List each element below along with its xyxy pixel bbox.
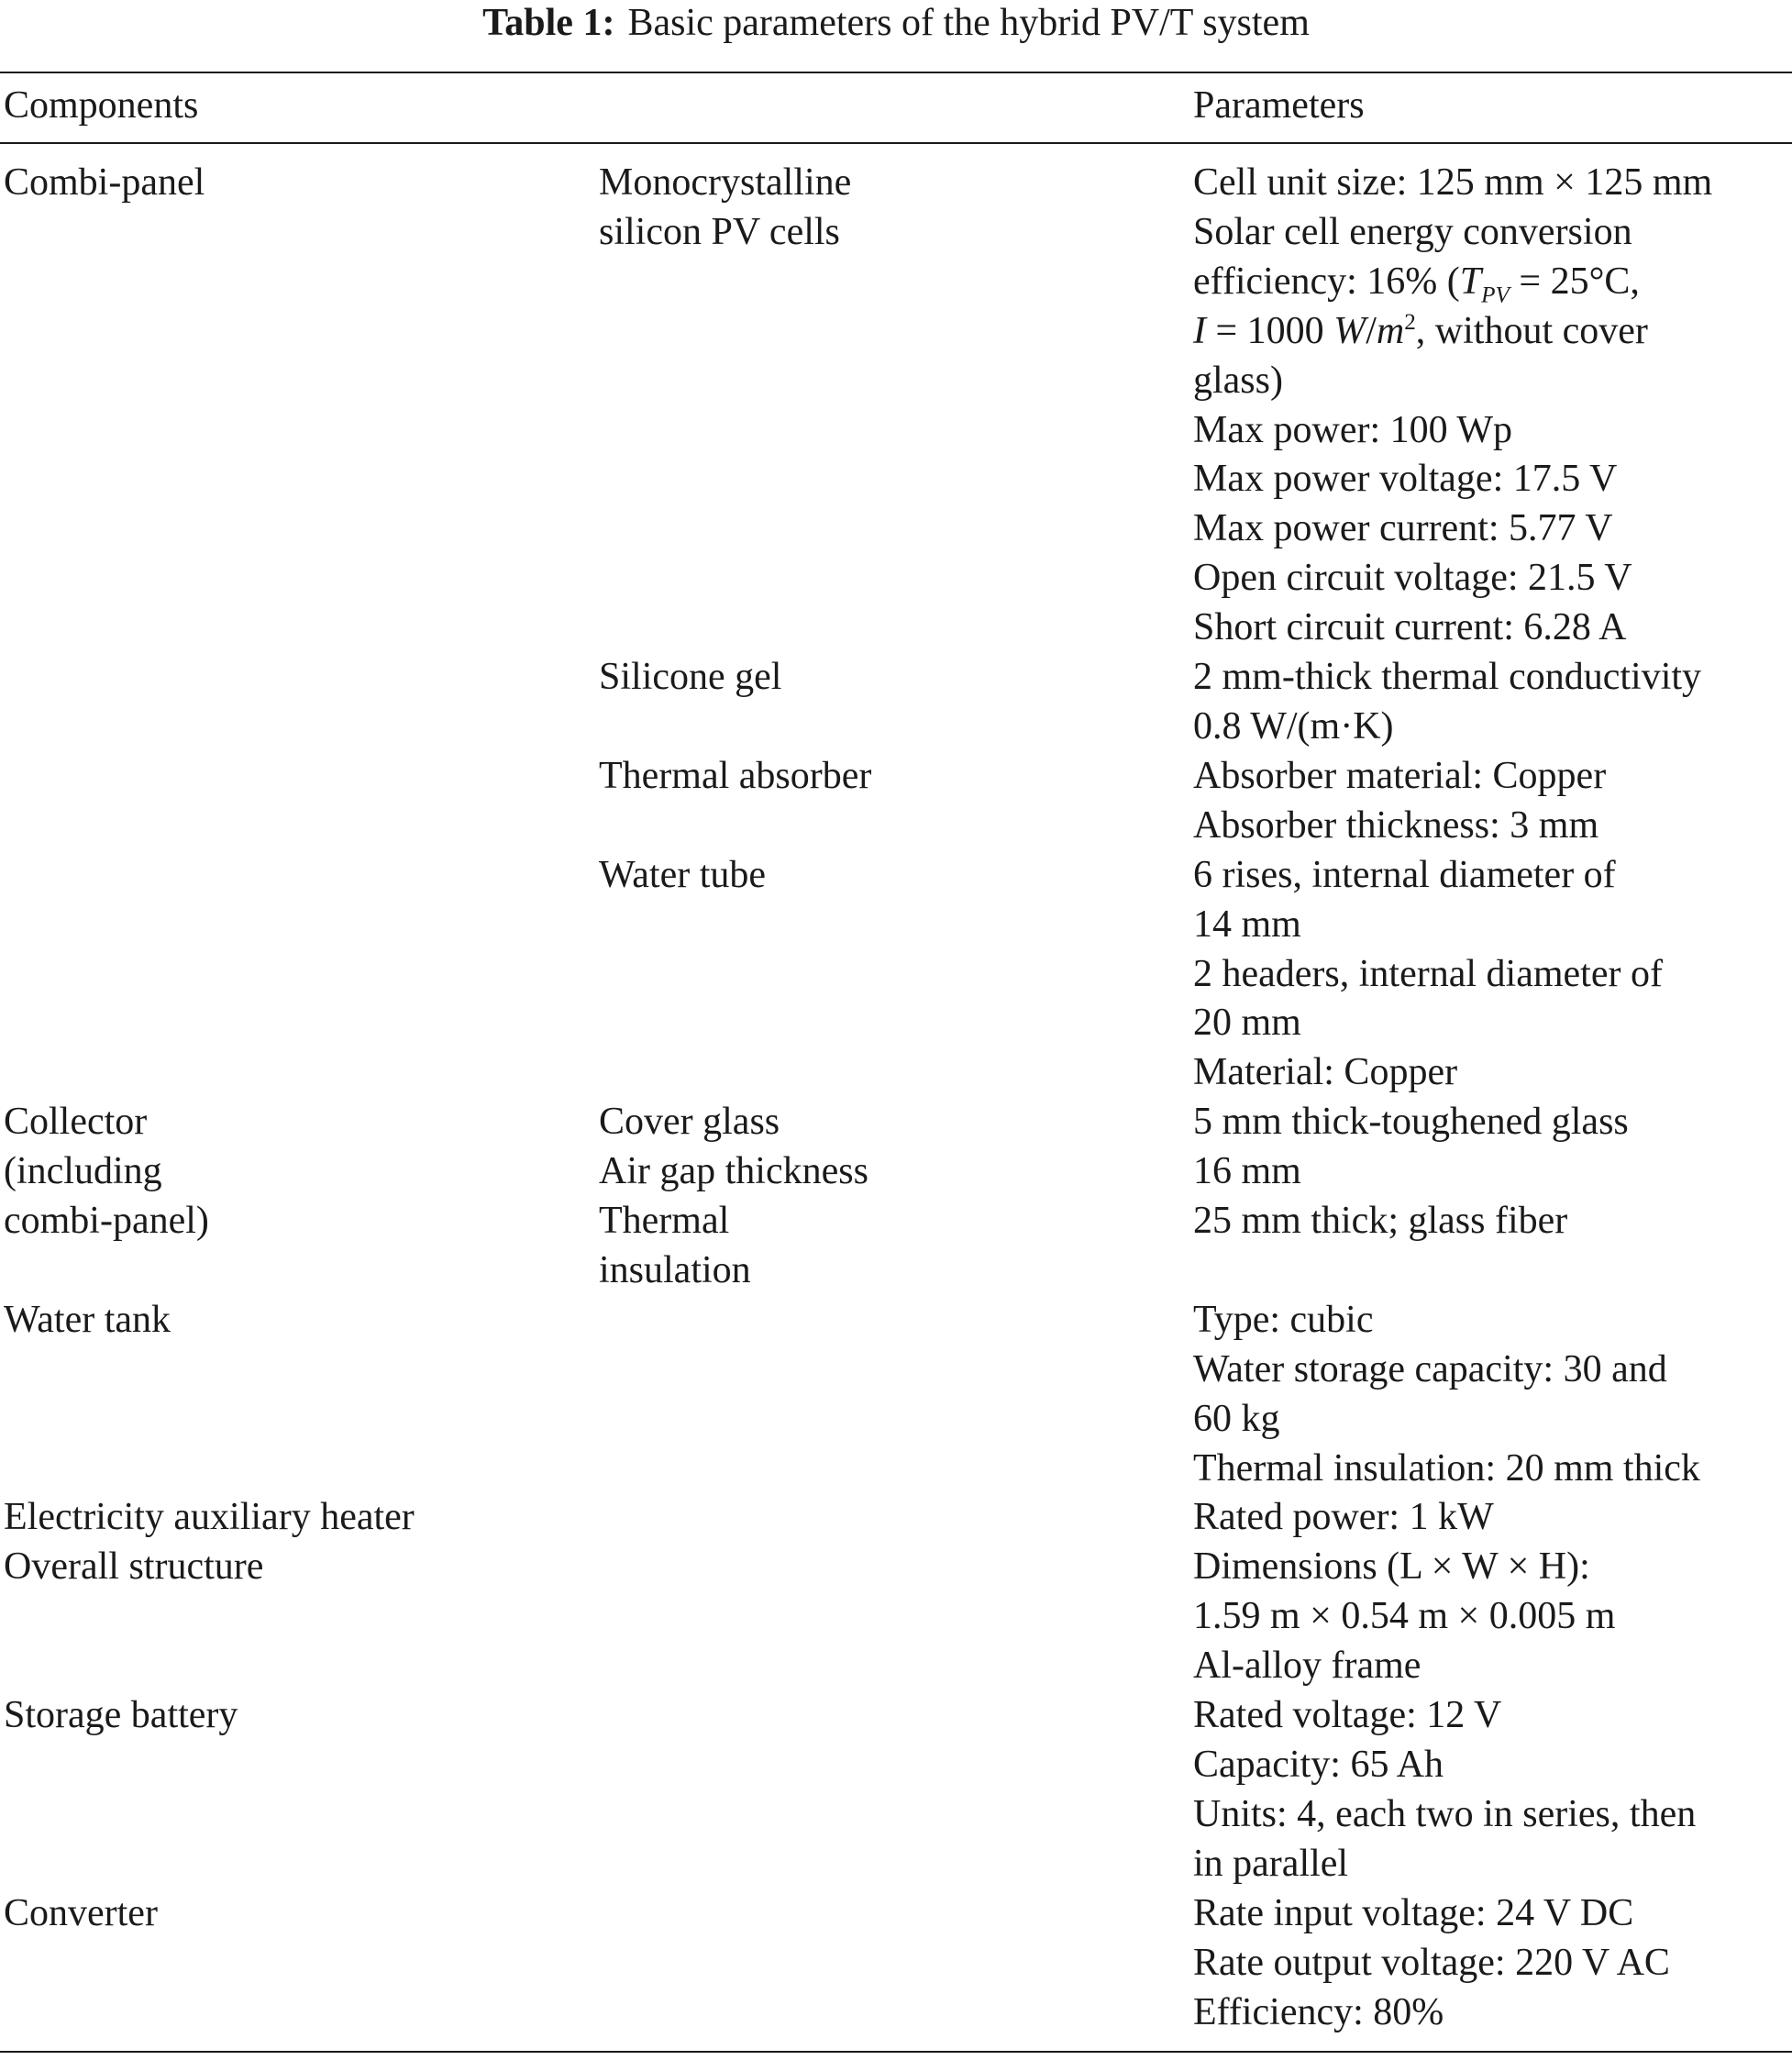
formula-part: PV (1481, 282, 1510, 308)
component-cell (0, 1296, 599, 1494)
component-cell (0, 1889, 599, 2038)
subcomponent-line: Air gap thickness (599, 1150, 868, 1193)
parameters-line: 2 headers, internal diameter of (1193, 952, 1663, 995)
formula-part: / (1366, 309, 1377, 352)
subcomponent-line: Monocrystalline (599, 161, 852, 204)
parameters-cell (1193, 752, 1792, 851)
component-cell (0, 653, 599, 752)
component-line: combi-panel) (4, 1200, 209, 1243)
parameters-line: 60 kg (1193, 1397, 1280, 1440)
formula-part: I (1193, 309, 1206, 352)
subcomponent-line: Water tube (599, 853, 767, 896)
component-line: Converter (4, 1891, 158, 1934)
formula-part: = 25°C, (1509, 260, 1640, 303)
table-row (0, 851, 1792, 1099)
table-row (0, 653, 1792, 752)
parameters-line: 5 mm thick-toughened glass (1193, 1101, 1629, 1144)
formula-part: , without cover (1415, 309, 1648, 352)
parameters-line: Material: Copper (1193, 1051, 1458, 1094)
parameters-line: 16 mm (1193, 1150, 1301, 1193)
subcomponent-line: Thermal absorber (599, 754, 872, 797)
component-line: Electricity auxiliary heater (4, 1496, 415, 1539)
component-cell (0, 1098, 599, 1296)
formula-part: T (1459, 260, 1482, 303)
parameters-cell (1193, 1296, 1792, 1494)
component-line: Water tank (4, 1298, 171, 1341)
component-cell (0, 1493, 599, 1543)
component-line: Overall structure (4, 1545, 264, 1589)
component-cell (0, 752, 599, 851)
caption-label: Table 1: (482, 2, 615, 44)
subcomponent-cell (599, 1296, 1193, 1494)
table-row (0, 1543, 1792, 1691)
parameters-line: Capacity: 65 Ah (1193, 1744, 1444, 1786)
table-row (0, 752, 1792, 851)
parameters-line: Cell unit size: 125 mm × 125 mm (1193, 161, 1713, 204)
parameters-line: Water storage capacity: 30 and (1193, 1347, 1667, 1390)
component-line: Combi-panel (4, 161, 205, 204)
parameters-cell (1193, 1098, 1792, 1296)
parameters-line: 6 rises, internal diameter of (1193, 853, 1616, 896)
formula-part: W (1333, 309, 1366, 352)
subcomponent-cell (599, 1889, 1193, 2038)
parameters-cell (1193, 1691, 1792, 1889)
subcomponent-line: Silicone gel (599, 656, 782, 699)
subcomponent-line: silicon PV cells (599, 210, 840, 253)
parameters-line: Dimensions (L × W × H): (1193, 1545, 1590, 1589)
subcomponent-cell (599, 1691, 1193, 1889)
parameters-line (1193, 307, 1792, 357)
parameters-line: Max power current: 5.77 V (1193, 507, 1613, 550)
header-rule (0, 142, 1792, 144)
parameters-line: Al-alloy frame (1193, 1645, 1421, 1688)
parameters-line: in parallel (1193, 1842, 1349, 1885)
parameters-line: Rated voltage: 12 V (1193, 1694, 1502, 1737)
parameters-table (0, 159, 1792, 2037)
parameters-line: Type: cubic (1193, 1298, 1374, 1341)
formula-part: = 1000 (1206, 309, 1334, 352)
parameters-line: Efficiency: 80% (1193, 1990, 1444, 2033)
component-cell (0, 851, 599, 1099)
table-bottom-rule (0, 2051, 1792, 2053)
parameters-line: 2 mm-thick thermal conductivity (1193, 656, 1702, 699)
subcomponent-cell (599, 159, 1193, 653)
parameters-line: 0.8 W/(m·K) (1193, 704, 1394, 748)
header-components: Components (4, 84, 199, 127)
table-top-rule (0, 72, 1792, 73)
parameters-line: 1.59 m × 0.54 m × 0.005 m (1193, 1595, 1616, 1638)
parameters-cell (1193, 851, 1792, 1099)
parameters-line: Short circuit current: 6.28 A (1193, 606, 1627, 649)
formula-part: 2 (1404, 309, 1416, 335)
parameters-line: Thermal insulation: 20 mm thick (1193, 1446, 1700, 1490)
component-line: (including (4, 1150, 162, 1193)
formula-part: efficiency: 16% ( (1193, 260, 1460, 303)
subcomponent-cell (599, 1098, 1193, 1296)
parameters-cell (1193, 159, 1792, 653)
component-line: Collector (4, 1101, 148, 1144)
table-caption (0, 0, 1792, 46)
component-cell (0, 1543, 599, 1691)
table-row (0, 1098, 1792, 1296)
parameters-cell (1193, 1493, 1792, 1543)
subcomponent-line: insulation (599, 1248, 751, 1291)
parameters-line: Rated power: 1 kW (1193, 1496, 1494, 1539)
table-row (0, 1889, 1792, 2038)
parameters-cell (1193, 653, 1792, 752)
parameters-line: Absorber thickness: 3 mm (1193, 803, 1599, 847)
parameters-line: glass) (1193, 359, 1283, 402)
component-line: Storage battery (4, 1694, 238, 1737)
subcomponent-cell (599, 1493, 1193, 1543)
formula-part: m (1376, 309, 1405, 352)
table-row (0, 1691, 1792, 1889)
parameters-cell (1193, 1889, 1792, 2038)
parameters-line (1193, 258, 1792, 307)
parameters-line: Absorber material: Copper (1193, 754, 1607, 797)
subcomponent-cell (599, 1543, 1193, 1691)
component-cell (0, 159, 599, 653)
subcomponent-cell (599, 752, 1193, 851)
parameters-line: Max power voltage: 17.5 V (1193, 458, 1618, 501)
parameters-line: Rate output voltage: 220 V AC (1193, 1941, 1670, 1984)
subcomponent-cell (599, 851, 1193, 1099)
parameters-line: 14 mm (1193, 903, 1301, 946)
parameters-cell (1193, 1543, 1792, 1691)
parameters-line: 20 mm (1193, 1002, 1301, 1045)
table-row (0, 159, 1792, 653)
parameters-line: Max power: 100 Wp (1193, 408, 1512, 451)
component-cell (0, 1691, 599, 1889)
table-body (0, 159, 1792, 2037)
header-parameters: Parameters (1193, 84, 1365, 127)
parameters-line: Rate input voltage: 24 V DC (1193, 1891, 1634, 1934)
parameters-line: 25 mm thick; glass fiber (1193, 1200, 1568, 1243)
subcomponent-cell (599, 653, 1193, 752)
parameters-line: Solar cell energy conversion (1193, 210, 1632, 253)
subcomponent-line: Thermal (599, 1200, 730, 1243)
parameters-line: Open circuit voltage: 21.5 V (1193, 557, 1632, 600)
table-row (0, 1493, 1792, 1543)
caption-title: Basic parameters of the hybrid PV/T system (627, 2, 1310, 44)
table-row (0, 1296, 1792, 1494)
parameters-line: Units: 4, each two in series, then (1193, 1792, 1697, 1835)
subcomponent-line: Cover glass (599, 1101, 780, 1144)
